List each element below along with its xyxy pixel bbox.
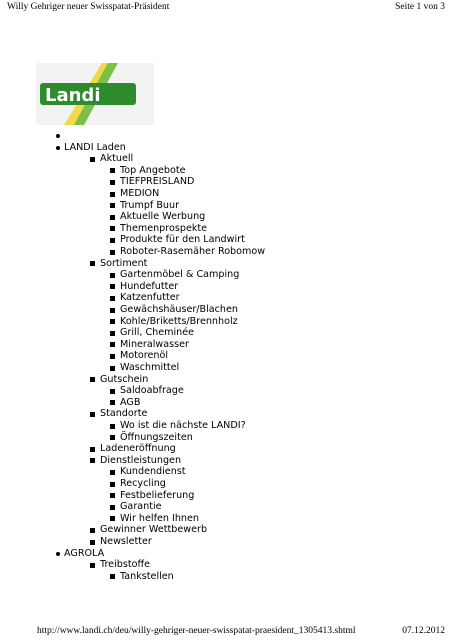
menu-item-level-3[interactable]	[120, 316, 238, 328]
menu-item-label: Themenprospekte	[120, 222, 208, 234]
menu-item-level-3[interactable]	[120, 327, 194, 339]
square-bullet-icon	[90, 412, 95, 417]
square-bullet-icon	[90, 563, 95, 568]
square-bullet-icon	[110, 192, 115, 197]
menu-item-label: Motorenöl	[120, 350, 169, 362]
page-url: http://www.landi.ch/deu/willy-gehriger-neuer-swisspatat-praesident_1305413.shtml	[37, 626, 356, 636]
disc-bullet-icon	[56, 134, 60, 138]
menu-item-label: MEDION	[120, 188, 160, 199]
square-bullet-icon	[110, 331, 115, 336]
square-bullet-icon	[110, 319, 115, 324]
print-header	[7, 2, 445, 14]
menu-item-label: Wir helfen Ihnen	[120, 512, 199, 524]
square-bullet-icon	[110, 400, 115, 405]
menu-item-level-3[interactable]	[120, 223, 207, 235]
menu-item-label: Standorte	[100, 408, 148, 420]
menu-item-level-3[interactable]	[120, 292, 180, 304]
logo-text: Landi	[45, 85, 101, 106]
menu-item-level-3[interactable]	[120, 466, 186, 478]
menu-item-label: Ladeneröffnung	[100, 443, 176, 455]
menu-item-level-2[interactable]	[100, 536, 152, 548]
menu-item-label: Aktuelle Werbung	[120, 211, 206, 223]
menu-item-level-3[interactable]	[120, 339, 189, 351]
menu-item-level-3[interactable]	[120, 246, 265, 258]
square-bullet-icon	[110, 354, 115, 359]
menu-item-level-2[interactable]	[100, 153, 133, 165]
menu-item-level-3[interactable]	[120, 234, 245, 246]
square-bullet-icon	[110, 215, 115, 220]
menu-item-level-3[interactable]	[120, 304, 238, 316]
square-bullet-icon	[90, 447, 95, 452]
menu-item-level-3[interactable]	[120, 350, 168, 362]
square-bullet-icon	[110, 168, 115, 173]
menu-item-label: Tankstellen	[120, 570, 174, 582]
menu-item-level-3[interactable]	[120, 269, 239, 281]
square-bullet-icon	[110, 482, 115, 487]
menu-item-level-1[interactable]	[64, 142, 126, 154]
menu-item-label: Saldoabfrage	[120, 385, 184, 397]
page-number: Seite 1 von 3	[395, 2, 445, 12]
menu-item-level-3[interactable]	[120, 478, 166, 490]
menu-item-level-3[interactable]	[120, 176, 194, 188]
landi-logo-graphic	[36, 63, 154, 125]
menu-item-level-2[interactable]	[100, 443, 176, 455]
menu-item-level-3[interactable]	[120, 420, 246, 432]
menu-item-label: Top Angebote	[120, 164, 186, 176]
menu-item-level-3[interactable]	[120, 188, 159, 200]
square-bullet-icon	[90, 261, 95, 266]
menu-item-label: AGB	[120, 396, 141, 408]
menu-item-label: Gewinner Wettbewerb	[100, 524, 208, 536]
disc-bullet-icon	[56, 146, 60, 150]
menu-item-level-3[interactable]	[120, 362, 179, 374]
menu-item-label: Produkte für den Landwirt	[120, 234, 245, 246]
menu-item-level-3[interactable]	[120, 571, 174, 583]
menu-item-label: Recycling	[120, 478, 166, 489]
square-bullet-icon	[110, 284, 115, 289]
menu-item-level-3[interactable]	[120, 490, 194, 502]
menu-item-label: TIEFPREISLAND	[120, 176, 195, 188]
print-footer	[37, 626, 445, 638]
menu-item-level-3[interactable]	[120, 281, 178, 293]
menu-item-label: Kundendienst	[120, 466, 186, 478]
menu-item-level-3[interactable]	[120, 385, 184, 397]
square-bullet-icon	[90, 157, 95, 162]
menu-item-level-3[interactable]	[120, 200, 179, 212]
square-bullet-icon	[110, 296, 115, 301]
square-bullet-icon	[110, 203, 115, 208]
square-bullet-icon	[90, 377, 95, 382]
square-bullet-icon	[110, 574, 115, 579]
menu-item-label: Gutschein	[100, 373, 149, 385]
menu-item-level-2[interactable]	[100, 408, 147, 420]
square-bullet-icon	[110, 435, 115, 440]
square-bullet-icon	[90, 540, 95, 545]
menu-item-level-2[interactable]	[100, 455, 181, 467]
landi-logo[interactable]	[36, 63, 154, 125]
menu-item-label: Mineralwasser	[120, 338, 189, 350]
square-bullet-icon	[110, 516, 115, 521]
menu-item-label: Gartenmöbel & Camping	[120, 269, 240, 281]
square-bullet-icon	[110, 505, 115, 510]
square-bullet-icon	[110, 470, 115, 475]
menu-item-level-3[interactable]	[120, 165, 186, 177]
menu-item-label: AGROLA	[64, 547, 105, 559]
square-bullet-icon	[110, 342, 115, 347]
menu-item-label: Kohle/Briketts/Brennholz	[120, 315, 238, 327]
menu-item-label: Festbelieferung	[120, 489, 195, 501]
menu-item-label: Wo ist die nächste LANDI?	[120, 420, 246, 431]
menu-item-label: Aktuell	[100, 153, 134, 165]
menu-item-level-3[interactable]	[120, 397, 140, 409]
menu-item-label: Öffnungszeiten	[120, 431, 193, 443]
disc-bullet-icon	[56, 552, 60, 556]
menu-item-level-3[interactable]	[120, 432, 193, 444]
square-bullet-icon	[110, 226, 115, 231]
menu-item-label: Dienstleistungen	[100, 454, 182, 466]
square-bullet-icon	[90, 458, 95, 463]
menu-item-label: Katzenfutter	[120, 292, 180, 304]
menu-item-label: Grill, Cheminée	[120, 327, 195, 339]
menu-item-label: Hundefutter	[120, 280, 179, 292]
square-bullet-icon	[110, 238, 115, 243]
print-date: 07.12.2012	[402, 626, 445, 636]
menu-item-level-3[interactable]	[120, 501, 162, 513]
menu-item-label: Treibstoffe	[100, 559, 150, 571]
square-bullet-icon	[110, 389, 115, 394]
menu-item-level-2[interactable]	[100, 258, 147, 270]
square-bullet-icon	[110, 308, 115, 313]
menu-item-label: Trumpf Buur	[120, 199, 180, 211]
square-bullet-icon	[110, 180, 115, 185]
menu-item-label: Gewächshäuser/Blachen	[120, 304, 238, 315]
menu-item-level-2[interactable]	[100, 374, 148, 386]
menu-item-level-2[interactable]	[100, 524, 207, 536]
square-bullet-icon	[110, 273, 115, 278]
menu-item-level-2[interactable]	[100, 559, 150, 571]
menu-item-label: Sortiment	[100, 257, 148, 269]
menu-item-label: Garantie	[120, 501, 162, 513]
square-bullet-icon	[110, 424, 115, 429]
square-bullet-icon	[110, 366, 115, 371]
menu-item-label: Waschmittel	[120, 362, 180, 373]
document-title: Willy Gehriger neuer Swisspatat-Präsident	[7, 2, 170, 12]
menu-item-level-3[interactable]	[120, 211, 205, 223]
square-bullet-icon	[110, 250, 115, 255]
menu-item-label: Newsletter	[100, 536, 152, 547]
menu-item-label: Roboter-Rasemäher Robomow	[120, 246, 266, 257]
menu-item-level-3[interactable]	[120, 513, 199, 525]
menu-item-label: LANDI Laden	[64, 141, 126, 153]
square-bullet-icon	[90, 528, 95, 533]
menu-item-level-1[interactable]	[64, 548, 104, 560]
square-bullet-icon	[110, 493, 115, 498]
